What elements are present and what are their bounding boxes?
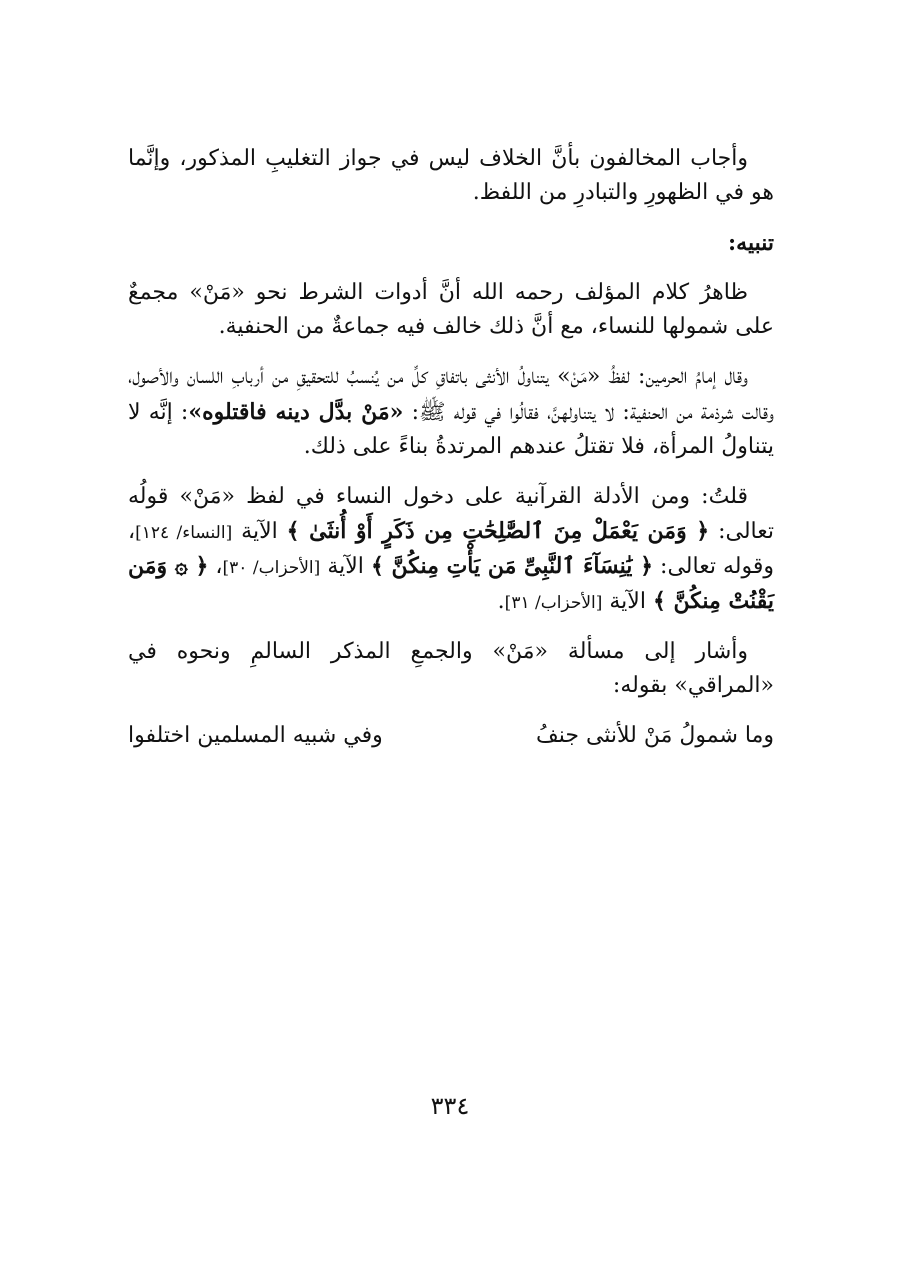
quran-verse-1: ﴿ وَمَن يَعْمَلْ مِنَ ٱلصَّٰلِحَٰتِ مِن ذَكَرٍ أَوْ أُنثَىٰ ﴾ [286, 517, 710, 544]
paragraph-4 [128, 480, 774, 619]
verse-reference-1: [النساء/ ١٢٤] [135, 522, 233, 543]
paragraph-5: وأشار إلى مسألة «مَنْ» والجمعِ المذكر السالمِ ونحوه في «المراقي» بقوله: [128, 639, 774, 699]
paragraph-4-text-f: الآية [602, 589, 653, 615]
paragraph-4-text-e: ، [208, 553, 223, 579]
poem-hemistich-first: وما شمولُ مَنْ للأنثى جنفُ [535, 723, 774, 749]
paragraph-2: ظاهرُ كلام المؤلف رحمه الله أنَّ أدوات الشرط نحو «مَنْ» مجمعٌ على شمولها للنساء، مع أنَّ ذلك خالف فيه جماعةٌ من الحنفية. [128, 280, 774, 340]
paragraph-3 [128, 360, 774, 463]
paragraph-3-text-a: وقال إمامُ الحرمين: لفظُ «مَنْ» يتناولُ الأنثى باتفاقِ كلِّ من يُنسبُ للتحقيقِ من أربابِ اللسان والأصول، وقالت شرذمة من الحنفية: لا يتناولهنَّ، فقالُوا في قوله ﷺ: [128, 364, 774, 425]
quran-verse-3: ﴿ ۞ وَمَن يَقْنُتْ مِنكُنَّ ﴾ [128, 552, 774, 615]
paragraph-4-text-d: الآية [320, 553, 371, 579]
poem-hemistich-second: وفي شبيه المسلمين اختلفوا [128, 723, 383, 749]
poem-verse [128, 719, 774, 753]
hadith-quote: «مَنْ بدَّل دينه فاقتلوه» [188, 398, 404, 425]
verse-reference-2: [الأحزاب/ ٣٠] [222, 557, 321, 578]
paragraph-1: وأجاب المخالفون بأنَّ الخلاف ليس في جواز التغليبِ المذكور، وإنَّما هو في الظهورِ والتبادرِ من اللفظ. [128, 146, 774, 206]
paragraph-4-text-a: قلتُ: ومن الأدلة القرآنية على دخول النساء في لفظ «مَنْ» قولُه تعالى: [128, 483, 774, 544]
paragraph-4-text-c: ، وقوله تعالى: [128, 518, 774, 579]
paragraph-4-text-g: . [497, 589, 505, 615]
quran-verse-2: ﴿ يَٰنِسَآءَ ٱلنَّبِىِّ مَن يَأْتِ مِنكُنَّ ﴾ [370, 552, 654, 579]
verse-reference-3: [الأحزاب/ ٣١] [504, 593, 603, 614]
section-heading: تنبيه: [728, 230, 774, 257]
page-number: ٣٣٤ [430, 1092, 470, 1120]
paragraph-3-text-b: : إنَّه لا يتناولُ المرأة، فلا تقتلُ عندهم المرتدةُ بناءً على ذلك. [128, 399, 774, 459]
body-text [128, 142, 774, 753]
paragraph-4-text-b: الآية [232, 518, 287, 544]
